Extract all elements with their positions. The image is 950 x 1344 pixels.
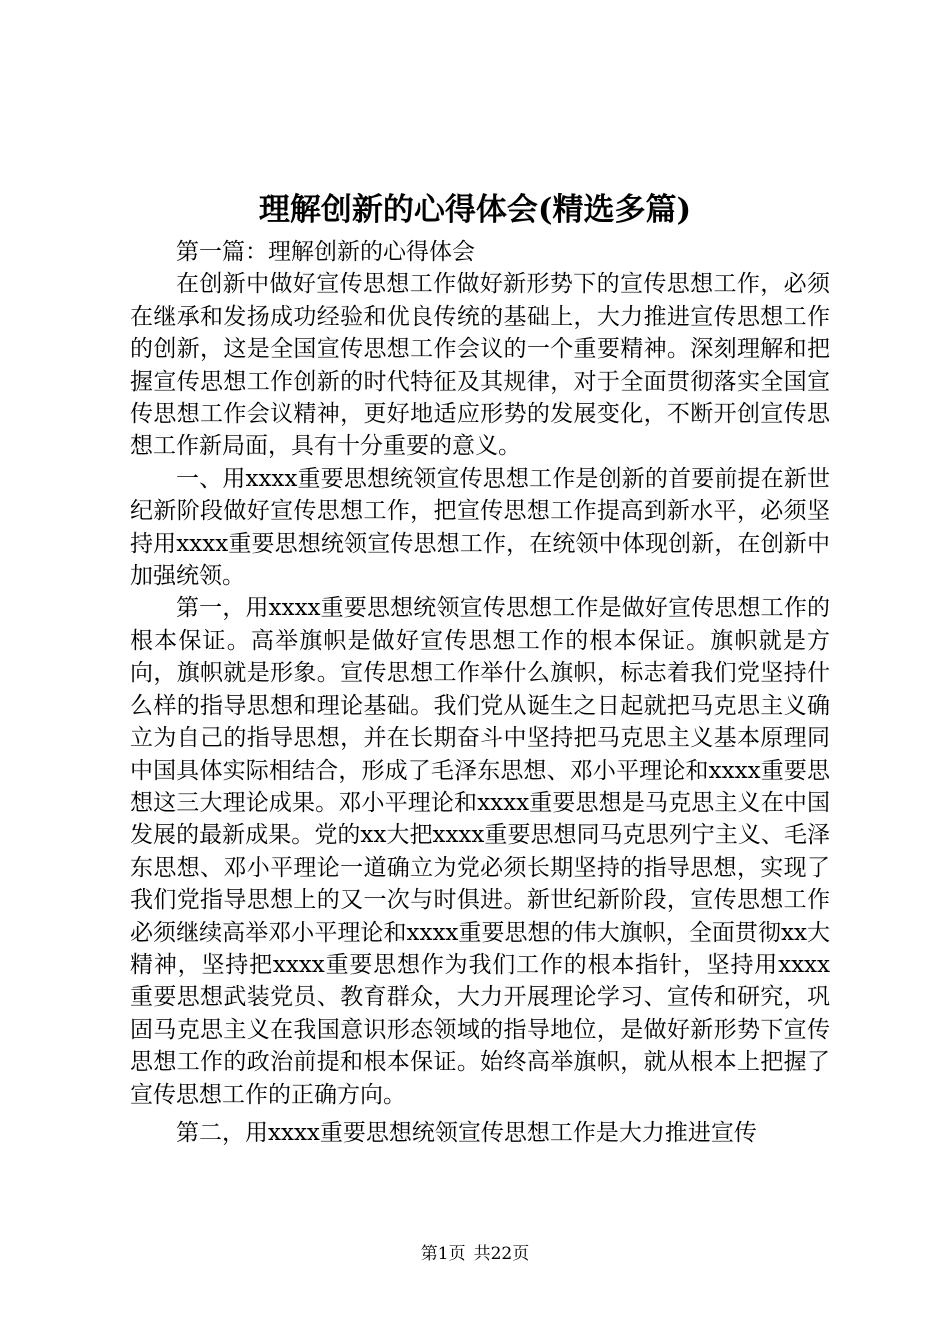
document-title: 理解创新的心得体会(精选多篇): [258, 192, 692, 228]
body-paragraph: 第一，用xxxx重要思想统领宣传思想工作是做好宣传思想工作的根本保证。高举旗帜是做好宣传思想工作的根本保证。旗帜就是方向，旗帜就是形象。宣传思想工作举什么旗帜，标志着我们党坚持什么样的指导思想和理论基础。我们党从诞生之日起就把马克思主义确立为自己的指导思想，并在长期奋斗中坚持把马克思主义基本原理同中国具体实际相结合，形成了毛泽东思想、邓小平理论和xxxx重要思想这三大理论成果。邓小平理论和xxxx重要思想是马克思主义在中国发展的最新成果。党的xx大把xxxx重要思想同马克思列宁主义、毛泽东思想、邓小平理论一道确立为党必须长期坚持的指导思想，实现了我们党指导思想上的又一次与时俱进。新世纪新阶段，宣传思想工作必须继续高举邓小平理论和xxxx重要思想的伟大旗帜，全面贯彻xx大精神，坚持把xxxx重要思想作为我们工作的根本指针，坚持用xxxx重要思想武装党员、教育群众，大力开展理论学习、宣传和研究，巩固马克思主义在我国意识形态领域的指导地位，是做好新形势下宣传思想工作的政治前提和根本保证。始终高举旗帜，就从根本上把握了宣传思想工作的正确方向。: [130, 595, 830, 1108]
page-number: 第1页: [420, 1244, 466, 1264]
page-total: 共22页: [473, 1244, 530, 1264]
section-heading: 第一篇：理解创新的心得体会: [176, 239, 475, 265]
body-paragraph: 一、用xxxx重要思想统领宣传思想工作是创新的首要前提在新世纪新阶段做好宣传思想工作，把宣传思想工作提高到新水平，必须坚持用xxxx重要思想统领宣传思想工作，在统领中体现创新，在创新中加强统领。: [130, 465, 830, 590]
page-footer: [0, 1242, 950, 1266]
body-paragraph: 在创新中做好宣传思想工作做好新形势下的宣传思想工作，必须在继承和发扬成功经验和优良传统的基础上，大力推进宣传思想工作的创新，这是全国宣传思想工作会议的一个重要精神。深刻理解和把握宣传思想工作创新的时代特征及其规律，对于全面贯彻落实全国宣传思想工作会议精神，更好地适应形势的发展变化，不断开创宣传思想工作新局面，具有十分重要的意义。: [130, 271, 830, 460]
body-paragraph: 第二，用xxxx重要思想统领宣传思想工作是大力推进宣传: [176, 1119, 757, 1146]
document-body: [130, 236, 830, 1149]
